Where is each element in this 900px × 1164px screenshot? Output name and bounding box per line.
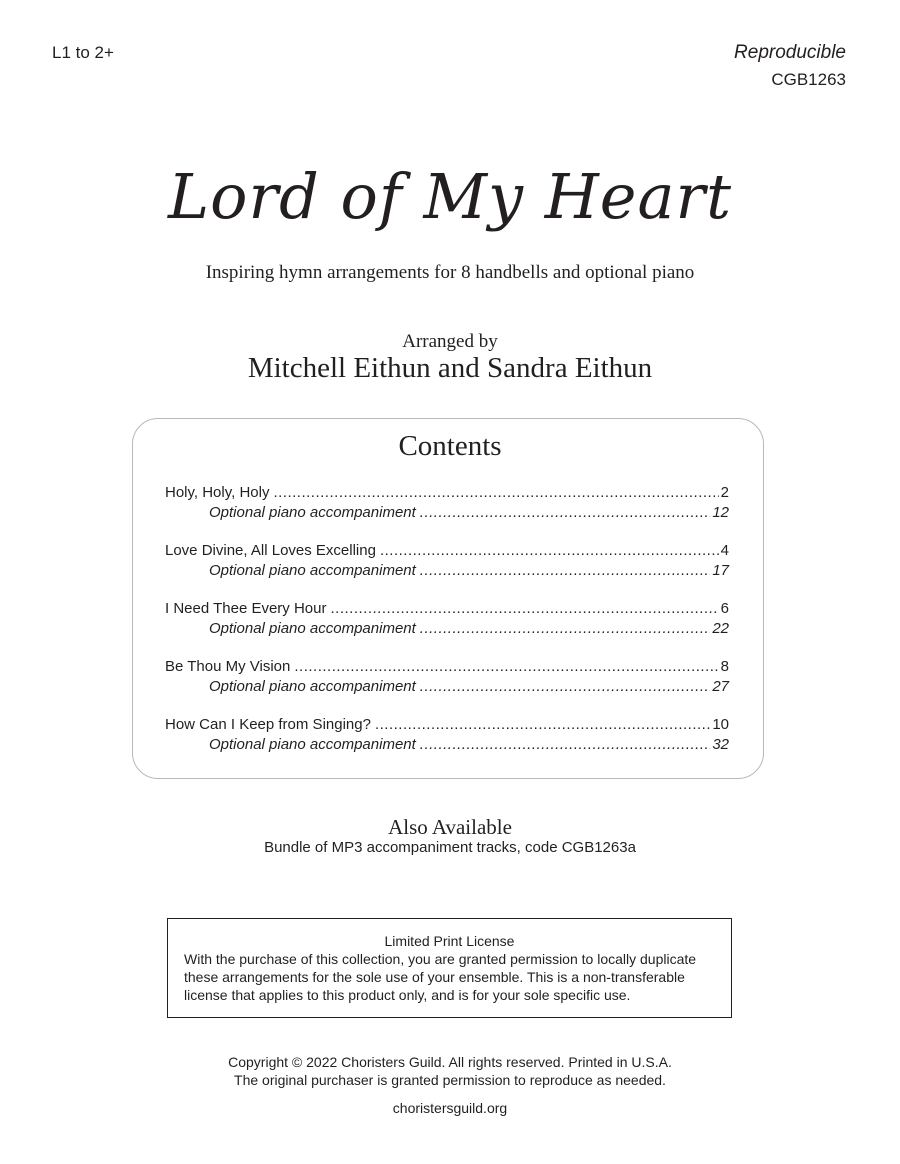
toc-entry-title: I Need Thee Every Hour: [165, 600, 327, 617]
toc-subentry-page: 17: [712, 562, 729, 579]
toc-subentry-title: Optional piano accompaniment: [209, 504, 416, 521]
toc-subentry: [209, 736, 729, 753]
toc-entry: [165, 658, 729, 675]
toc-entry-page: 4: [720, 542, 729, 559]
toc-subentry: [209, 678, 729, 695]
toc-entry-page: 10: [712, 716, 729, 733]
toc-entry-title: How Can I Keep from Singing?: [165, 716, 371, 733]
toc-entry-title: Be Thou My Vision: [165, 658, 291, 675]
toc-subentry-page: 27: [712, 678, 729, 695]
toc-entry-page: 6: [720, 600, 729, 617]
also-available-text: Bundle of MP3 accompaniment tracks, code CGB1263a: [264, 839, 636, 856]
toc-subentry-page: 12: [712, 504, 729, 521]
level-indicator: L1 to 2+: [52, 43, 114, 62]
toc-leader: [380, 542, 719, 559]
permission-line: The original purchaser is granted permission to reproduce as needed.: [234, 1072, 666, 1088]
toc-subentry: [209, 504, 729, 521]
toc-leader: [330, 600, 718, 617]
toc-leader: [420, 678, 711, 695]
reproducible-label: Reproducible: [734, 42, 846, 63]
toc-subentry-title: Optional piano accompaniment: [209, 620, 416, 637]
toc-entry: [165, 484, 729, 501]
toc-leader: [420, 504, 711, 521]
toc-subentry-page: 32: [712, 736, 729, 753]
contents-heading: Contents: [398, 430, 502, 462]
collection-title: Lord of My Heart: [167, 160, 732, 233]
toc-leader: [420, 620, 711, 637]
website-link[interactable]: choristersguild.org: [392, 1100, 508, 1116]
toc-entry: [165, 600, 729, 617]
toc-leader: [294, 658, 718, 675]
toc-entry-title: Love Divine, All Loves Excelling: [165, 542, 376, 559]
toc-subentry-page: 22: [712, 620, 729, 637]
toc-subentry-title: Optional piano accompaniment: [209, 562, 416, 579]
toc-entry-page: 8: [720, 658, 729, 675]
copyright-line: Copyright © 2022 Choristers Guild. All rights reserved. Printed in U.S.A.: [228, 1054, 672, 1070]
license-title: Limited Print License: [384, 933, 515, 949]
toc-subentry: [209, 620, 729, 637]
copyright-notice: [0, 1053, 900, 1089]
collection-subtitle: Inspiring hymn arrangements for 8 handbells and optional piano: [205, 262, 695, 283]
arrangers-names: Mitchell Eithun and Sandra Eithun: [247, 352, 653, 384]
toc-leader: [375, 716, 710, 733]
product-code: CGB1263: [771, 70, 846, 89]
toc-leader: [273, 484, 718, 501]
also-available-heading: Also Available: [388, 815, 512, 839]
toc-subentry-title: Optional piano accompaniment: [209, 678, 416, 695]
toc-leader: [420, 736, 711, 753]
license-box: [167, 918, 732, 1018]
toc-entry: [165, 716, 729, 733]
license-text: With the purchase of this collection, you are granted permission to locally duplicate these arrangements for the sole use of your ensemble. This is a non-transferable license that applies to this product only, and is for your sole specific use.: [184, 951, 697, 1003]
toc-entry-page: 2: [720, 484, 729, 501]
toc-leader: [420, 562, 711, 579]
toc-entry: [165, 542, 729, 559]
arranged-by-label: Arranged by: [402, 331, 498, 352]
toc-subentry: [209, 562, 729, 579]
toc-entry-title: Holy, Holy, Holy: [165, 484, 270, 501]
toc-subentry-title: Optional piano accompaniment: [209, 736, 416, 753]
